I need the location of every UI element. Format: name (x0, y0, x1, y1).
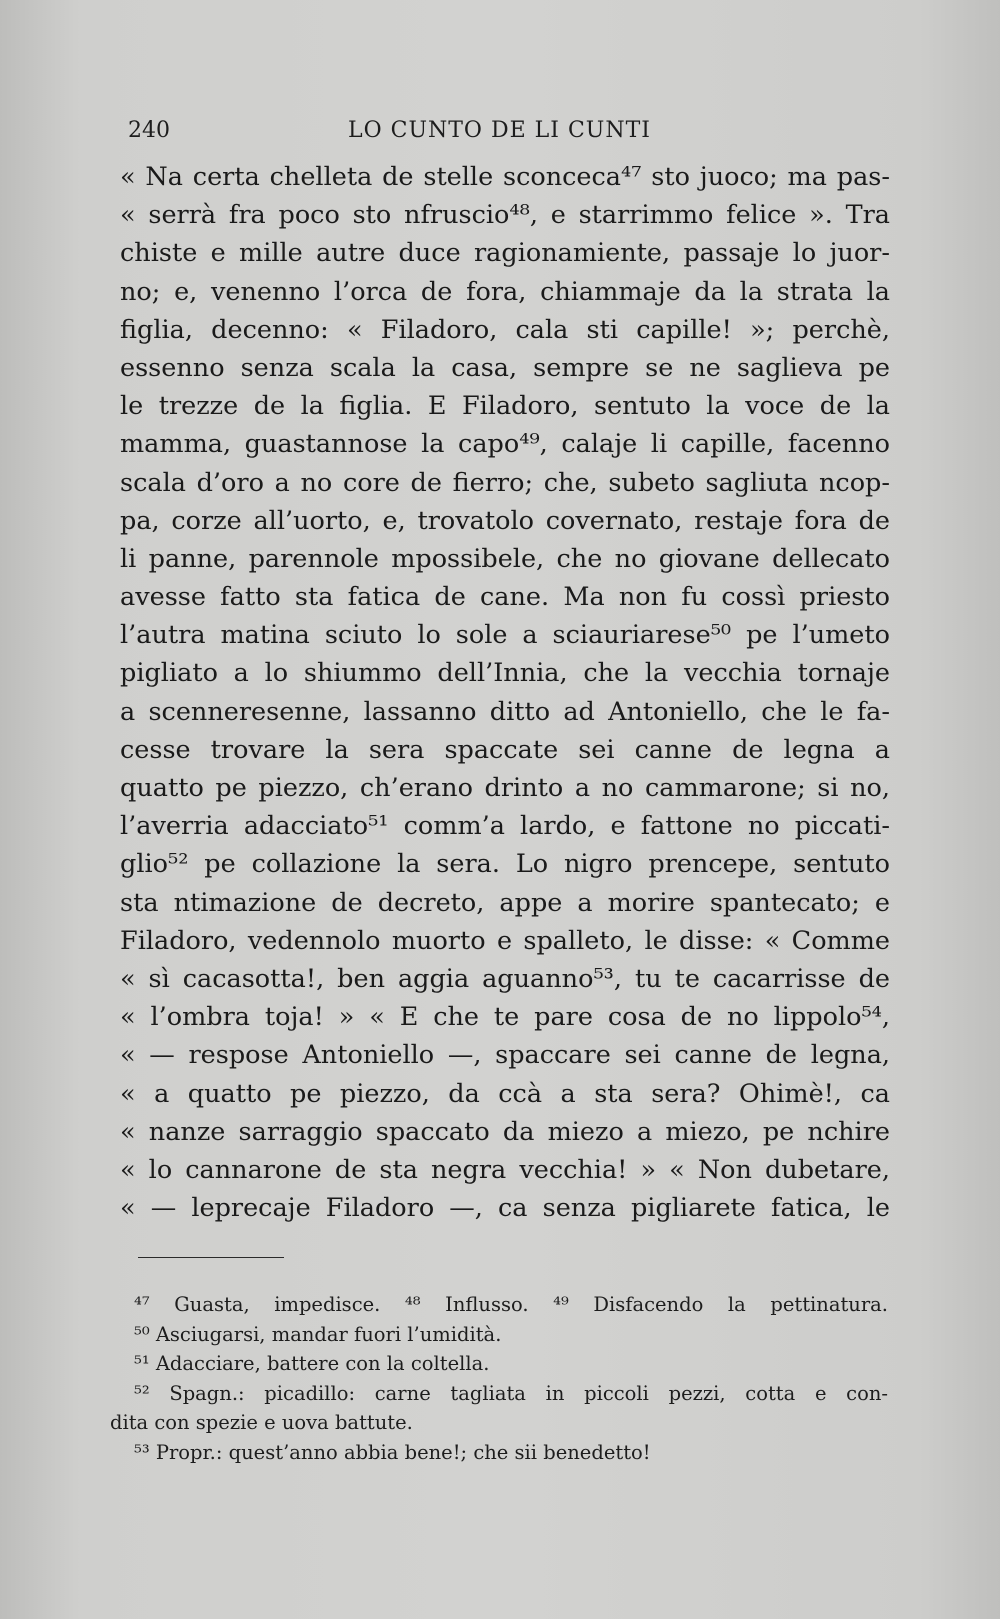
text-line: quatto pe piezzo, ch’erano drinto a no cammarone; si no, (120, 773, 890, 803)
text-line: « nanze sarraggio spaccato da miezo a miezo, pe nchire (120, 1116, 890, 1147)
page-number: 240 (128, 118, 170, 143)
text-line: le trezze de la figlia. E Filadoro, sentuto la voce de la (120, 391, 890, 422)
text-line: no; e, venenno l’orca de fora, chiammaje da la strata la (120, 276, 890, 307)
footnotes (110, 1290, 888, 1467)
text-line: Filadoro, vedennolo muorto e spalleto, le disse: « Comme (120, 925, 890, 956)
text-line: sta ntimazione de decreto, appe a morire spantecato; e (120, 887, 890, 918)
text-line: « sì cacasotta!, ben aggia aguanno⁵³, tu te cacarrisse de (120, 963, 890, 994)
footnote: ⁵⁰ Asciugarsi, mandar fuori l’umidità. (134, 1322, 502, 1346)
page-header (128, 118, 888, 148)
text-line: l’autra matina sciuto lo sole a sciauriarese⁵⁰ pe l’umeto (120, 620, 890, 651)
text-line: a scenneresenne, lassanno ditto ad Antoniello, che le fa- (120, 696, 890, 727)
text-line: mamma, guastannose la capo⁴⁹, calaje li capille, facenno (120, 429, 890, 460)
text-line: avesse fatto sta fatica de cane. Ma non fu cossì priesto (120, 582, 890, 613)
running-title: LO CUNTO DE LI CUNTI (348, 118, 651, 143)
text-line: l’averria adacciato⁵¹ comm’a lardo, e fattone no piccati- (120, 811, 890, 842)
text-line: « serrà fra poco sto nfruscio⁴⁸, e starrimmo felice ». Tra (120, 200, 890, 231)
footnote: ⁵³ Propr.: quest’anno abbia bene!; che sii benedetto! (134, 1440, 651, 1464)
text-line: scala d’oro a no core de fierro; che, subeto sagliuta ncop- (120, 467, 890, 498)
footnote-divider (138, 1257, 284, 1258)
text-line: figlia, decenno: « Filadoro, cala sti capille! »; perchè, (120, 314, 890, 345)
text-line: chiste e mille autre duce ragionamiente, passaje lo juor- (120, 238, 890, 269)
text-line: glio⁵² pe collazione la sera. Lo nigro prencepe, sentuto (120, 849, 890, 880)
text-line: « — respose Antoniello —, spaccare sei canne de legna, (120, 1040, 890, 1071)
text-line: « lo cannarone de sta negra vecchia! » « Non dubetare, (120, 1154, 890, 1185)
text-line: « a quatto pe piezzo, da ccà a sta sera? Ohimè!, ca (120, 1078, 890, 1109)
text-line: « l’ombra toja! » « E che te pare cosa de no lippolo⁵⁴, (120, 1002, 890, 1033)
text-line: li panne, parennole mpossibele, che no giovane dellecato (120, 543, 890, 574)
footnote-continuation: dita con spezie e uova battute. (110, 1411, 413, 1434)
text-line: essenno senza scala la casa, sempre se ne saglieva pe (120, 352, 890, 383)
text-line: « Na certa chelleta de stelle sconceca⁴⁷ sto juoco; ma pas- (120, 162, 890, 192)
footnote: ⁵² Spagn.: picadillo: carne tagliata in piccoli pezzi, cotta e con- (134, 1381, 888, 1405)
text-line: « — leprecaje Filadoro —, ca senza pigliarete fatica, le (120, 1193, 890, 1224)
text-line: pa, corze all’uorto, e, trovatolo covernato, restaje fora de (120, 505, 890, 536)
text-line: cesse trovare la sera spaccate sei canne de legna a (120, 734, 890, 765)
body-text (120, 158, 890, 1227)
footnote: ⁴⁷ Guasta, impedisce. ⁴⁸ Influsso. ⁴⁹ Disfacendo la pettinatura. (134, 1293, 888, 1316)
text-line: pigliato a lo shiummo dell’Innia, che la vecchia tornaje (120, 658, 890, 689)
footnote: ⁵¹ Adacciare, battere con la coltella. (134, 1352, 490, 1375)
